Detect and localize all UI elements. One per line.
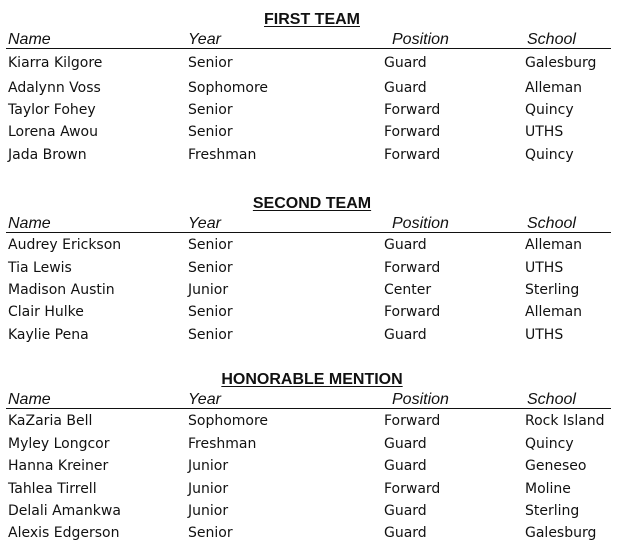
player-position: Guard bbox=[384, 525, 427, 541]
player-school: UTHS bbox=[525, 124, 564, 140]
player-school: UTHS bbox=[525, 260, 564, 276]
table-row bbox=[0, 279, 624, 301]
player-name: KaZaria Bell bbox=[8, 413, 93, 429]
player-school: Alleman bbox=[525, 80, 583, 96]
player-year: Senior bbox=[188, 260, 233, 276]
column-header-position: Position bbox=[392, 391, 449, 408]
column-header-school: School bbox=[527, 31, 576, 48]
player-school: Moline bbox=[525, 481, 571, 497]
player-name: Tia Lewis bbox=[8, 260, 72, 276]
table-row bbox=[0, 324, 624, 346]
table-header bbox=[0, 31, 624, 49]
player-position: Forward bbox=[384, 304, 441, 320]
player-position: Guard bbox=[384, 80, 427, 96]
section-title bbox=[0, 195, 624, 213]
column-header-name: Name bbox=[8, 31, 51, 48]
player-year: Freshman bbox=[188, 436, 257, 452]
player-school: Geneseo bbox=[525, 458, 587, 474]
player-year: Senior bbox=[188, 304, 233, 320]
player-school: Quincy bbox=[525, 102, 574, 118]
table-header bbox=[0, 215, 624, 233]
player-position: Guard bbox=[384, 458, 427, 474]
section-title-text: SECOND TEAM bbox=[252, 195, 372, 212]
player-school: Sterling bbox=[525, 282, 580, 298]
table-row bbox=[0, 410, 624, 432]
player-year: Sophomore bbox=[188, 80, 269, 96]
table-row bbox=[0, 433, 624, 455]
header-divider bbox=[6, 48, 611, 49]
player-year: Senior bbox=[188, 55, 233, 71]
player-name: Alexis Edgerson bbox=[8, 525, 120, 541]
table-row bbox=[0, 144, 624, 166]
player-position: Forward bbox=[384, 413, 441, 429]
player-school: Rock Island bbox=[525, 413, 605, 429]
table-row bbox=[0, 500, 624, 522]
player-position: Forward bbox=[384, 260, 441, 276]
player-position: Center bbox=[384, 282, 432, 298]
player-year: Sophomore bbox=[188, 413, 269, 429]
table-row bbox=[0, 301, 624, 323]
table-row bbox=[0, 257, 624, 279]
player-school: Galesburg bbox=[525, 55, 597, 71]
table-row bbox=[0, 234, 624, 256]
player-name: Clair Hulke bbox=[8, 304, 84, 320]
player-name: Audrey Erickson bbox=[8, 237, 122, 253]
player-name: Kiarra Kilgore bbox=[8, 55, 103, 71]
player-year: Senior bbox=[188, 327, 233, 343]
section-title bbox=[0, 11, 624, 29]
player-year: Senior bbox=[188, 102, 233, 118]
player-year: Senior bbox=[188, 525, 233, 541]
column-header-school: School bbox=[527, 391, 576, 408]
table-row bbox=[0, 455, 624, 477]
section-title bbox=[0, 371, 624, 389]
player-position: Guard bbox=[384, 436, 427, 452]
player-position: Guard bbox=[384, 327, 427, 343]
player-name: Jada Brown bbox=[8, 147, 87, 163]
column-header-position: Position bbox=[392, 215, 449, 232]
header-divider bbox=[6, 408, 611, 409]
player-name: Myley Longcor bbox=[8, 436, 110, 452]
player-name: Lorena Awou bbox=[8, 124, 98, 140]
player-name: Delali Amankwa bbox=[8, 503, 121, 519]
column-header-year: Year bbox=[188, 391, 221, 408]
player-school: Quincy bbox=[525, 147, 574, 163]
player-year: Senior bbox=[188, 237, 233, 253]
header-divider bbox=[6, 232, 611, 233]
table-header bbox=[0, 391, 624, 409]
player-name: Taylor Fohey bbox=[8, 102, 96, 118]
column-header-name: Name bbox=[8, 391, 51, 408]
column-header-year: Year bbox=[188, 31, 221, 48]
section-title-text: HONORABLE MENTION bbox=[221, 371, 403, 388]
player-position: Forward bbox=[384, 147, 441, 163]
player-name: Hanna Kreiner bbox=[8, 458, 109, 474]
table-row bbox=[0, 478, 624, 500]
player-position: Guard bbox=[384, 503, 427, 519]
player-school: Alleman bbox=[525, 237, 583, 253]
player-year: Junior bbox=[188, 458, 229, 474]
player-year: Freshman bbox=[188, 147, 257, 163]
table-row bbox=[0, 77, 624, 99]
table-row bbox=[0, 99, 624, 121]
column-header-school: School bbox=[527, 215, 576, 232]
player-school: Sterling bbox=[525, 503, 580, 519]
player-school: Galesburg bbox=[525, 525, 597, 541]
column-header-name: Name bbox=[8, 215, 51, 232]
player-position: Guard bbox=[384, 55, 427, 71]
player-name: Kaylie Pena bbox=[8, 327, 89, 343]
player-school: Alleman bbox=[525, 304, 583, 320]
player-school: UTHS bbox=[525, 327, 564, 343]
player-year: Junior bbox=[188, 282, 229, 298]
player-position: Guard bbox=[384, 237, 427, 253]
player-name: Madison Austin bbox=[8, 282, 115, 298]
section-title-text: FIRST TEAM bbox=[264, 11, 360, 28]
player-name: Adalynn Voss bbox=[8, 80, 101, 96]
player-year: Junior bbox=[188, 503, 229, 519]
player-position: Forward bbox=[384, 481, 441, 497]
table-row bbox=[0, 121, 624, 143]
player-year: Senior bbox=[188, 124, 233, 140]
player-school: Quincy bbox=[525, 436, 574, 452]
player-year: Junior bbox=[188, 481, 229, 497]
column-header-position: Position bbox=[392, 31, 449, 48]
table-row bbox=[0, 522, 624, 544]
player-position: Forward bbox=[384, 102, 441, 118]
player-name: Tahlea Tirrell bbox=[8, 481, 97, 497]
player-position: Forward bbox=[384, 124, 441, 140]
column-header-year: Year bbox=[188, 215, 221, 232]
table-row bbox=[0, 52, 624, 74]
